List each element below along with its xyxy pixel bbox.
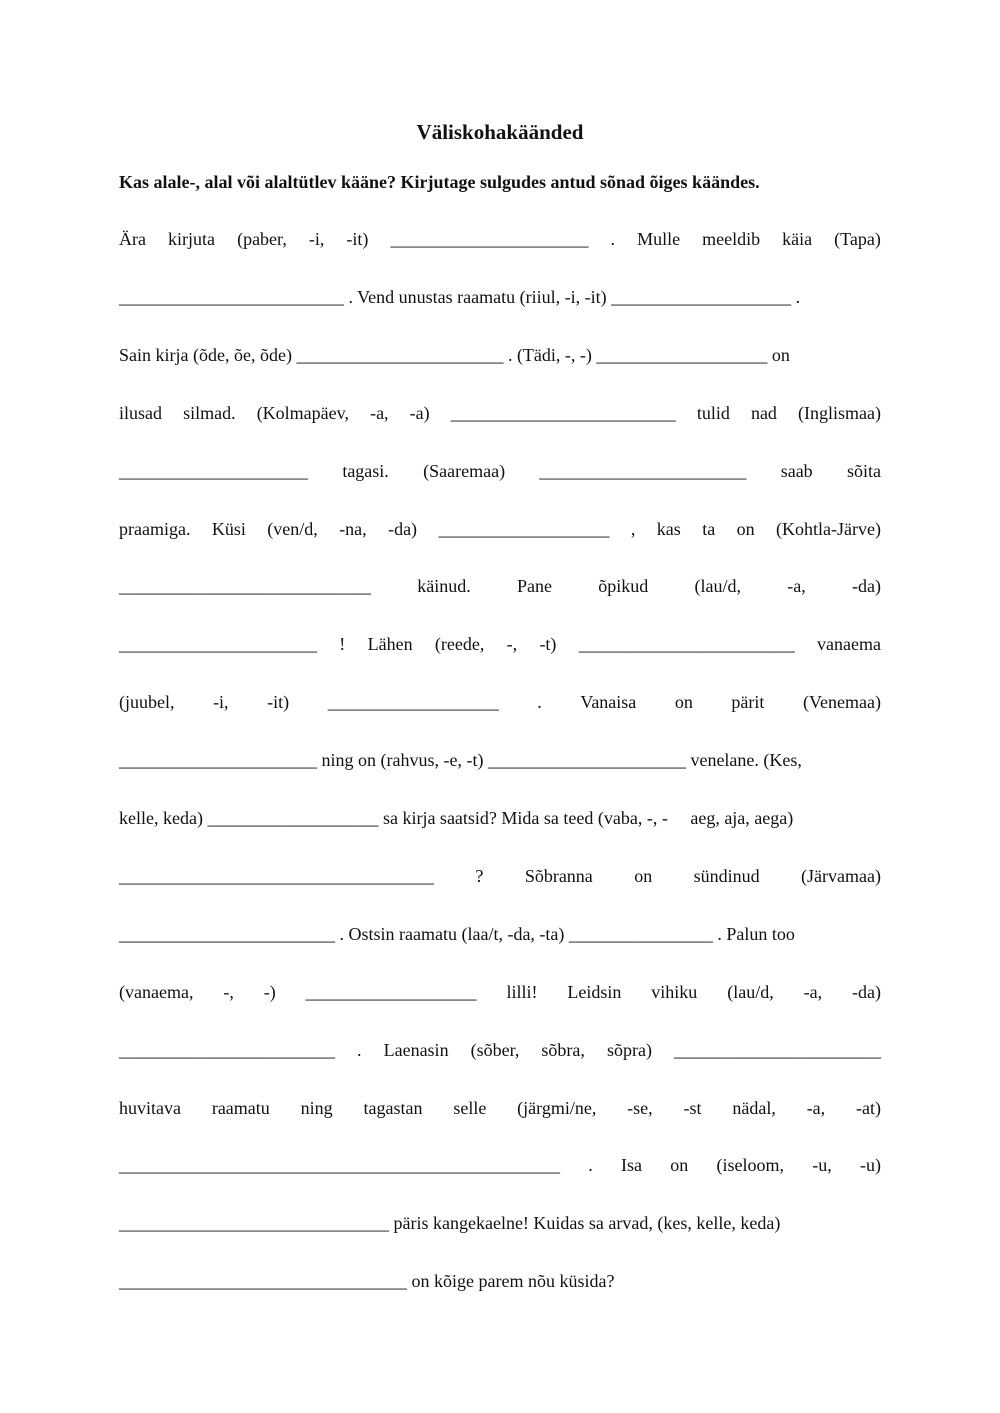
exercise-word: käia — [782, 229, 813, 249]
exercise-word: ? — [475, 865, 484, 886]
exercise-word: -a, — [803, 981, 823, 1002]
exercise-word: saab — [780, 460, 813, 481]
answer-blank[interactable]: ______________________ — [119, 634, 317, 655]
exercise-word: ________________________ . Ostsin raamatu (laa/t, -da, -ta) ________________ . Palun too — [119, 923, 795, 944]
exercise-word: (Kolmapäev, — [256, 402, 349, 423]
exercise-word: -) — [263, 981, 276, 1002]
exercise-word: -at) — [856, 1097, 881, 1118]
exercise-word: -i, — [308, 229, 325, 249]
exercise-line — [119, 1210, 881, 1236]
exercise-word: (Venemaa) — [802, 692, 881, 713]
exercise-line — [119, 689, 881, 715]
exercise-word: Küsi — [211, 518, 246, 539]
exercise-word: kelle, keda) ___________________ sa kirja saatsid? Mida sa teed (vaba, -, - aeg, aja, aega) — [119, 808, 794, 828]
exercise-word: Isa — [621, 1155, 642, 1176]
exercise-line — [119, 342, 881, 368]
exercise-word: sündinud — [693, 865, 760, 886]
exercise-word: -t) — [539, 634, 557, 655]
exercise-word: -a, — [787, 576, 806, 597]
exercise-word: (ven/d, — [267, 518, 318, 539]
exercise-word: -st — [683, 1097, 702, 1118]
exercise-word: (Inglismaa) — [798, 402, 881, 423]
exercise-word: tagastan — [363, 1097, 423, 1118]
exercise-word: -u) — [860, 1155, 881, 1176]
exercise-word: -da) — [852, 576, 881, 597]
instruction-text: Kas alale-, alal või alaltütlev kääne? Kirjutage sulgudes antud sõnad õiges käändes. — [119, 172, 760, 192]
answer-blank[interactable]: _______________________ — [674, 1039, 881, 1060]
exercise-word: praamiga. — [119, 518, 191, 539]
exercise-word: ilusad — [119, 402, 162, 423]
exercise-word: vihiku — [651, 981, 698, 1002]
exercise-line — [119, 805, 881, 831]
exercise-line — [119, 458, 881, 484]
exercise-word: ning — [300, 1097, 333, 1118]
exercise-word: , — [630, 518, 636, 539]
exercise-word: on — [634, 865, 653, 886]
exercise-word: (lau/d, — [694, 576, 742, 597]
exercise-word: (Saaremaa) — [423, 460, 506, 481]
exercise-line — [119, 516, 881, 542]
exercise-word: ______________________ ning on (rahvus, -e, -t) ______________________ venelane. (Kes, — [119, 750, 802, 771]
exercise-word: pärit — [731, 692, 765, 713]
exercise-word: nädal, — [732, 1097, 776, 1118]
exercise-word: on — [670, 1155, 689, 1176]
exercise-word: Pane — [517, 576, 552, 597]
exercise-word: _________________________ . Vend unustas raamatu (riiul, -i, -it) ____________________ . — [119, 286, 801, 307]
exercise-word: kirjuta — [168, 229, 216, 249]
exercise-line — [119, 1268, 881, 1294]
exercise-word: (paber, — [237, 229, 287, 249]
exercise-word: nad — [750, 402, 777, 423]
page-title: Väliskohakäänded — [416, 120, 584, 144]
exercise-word: ta — [702, 518, 716, 539]
exercise-word: sõita — [847, 460, 881, 481]
exercise-word: -u, — [812, 1155, 832, 1176]
exercise-word: on — [674, 692, 693, 713]
exercise-word: (lau/d, — [727, 981, 774, 1002]
exercise-word: ______________________________ päris kangekaelne! Kuidas sa arvad, (kes, kelle, keda) — [119, 1213, 781, 1234]
exercise-word: -a, — [370, 402, 389, 423]
answer-blank[interactable]: _______________________ — [539, 460, 747, 481]
exercise-word: Leidsin — [567, 981, 622, 1002]
exercise-word: (reede, — [434, 634, 485, 655]
answer-blank[interactable]: ___________________ — [327, 692, 499, 713]
exercise-word: Sain kirja (õde, õe, õde) _______________________ . (Tädi, -, -) ___________________ on — [119, 344, 790, 365]
exercise-line — [119, 979, 881, 1005]
answer-blank[interactable]: _________________________ — [450, 402, 676, 423]
answer-blank[interactable]: ___________________ — [438, 518, 610, 539]
exercise-word: silmad. — [183, 402, 236, 423]
exercise-word: (järgmi/ne, — [517, 1097, 597, 1118]
exercise-word: Ära — [119, 229, 146, 249]
exercise-word: -da) — [851, 981, 881, 1002]
exercise-line — [119, 573, 881, 599]
exercise-word: . — [357, 1039, 362, 1060]
exercise-word: sõpra) — [606, 1039, 652, 1060]
exercise-word: (vanaema, — [119, 981, 194, 1002]
answer-blank[interactable]: _____________________ — [119, 460, 308, 481]
exercise-word: Vanaisa — [580, 692, 637, 713]
exercise-word: (Tapa) — [834, 229, 881, 249]
exercise-word: -na, — [339, 518, 367, 539]
exercise-word: -i, — [213, 692, 229, 713]
exercise-word: sõbra, — [541, 1039, 585, 1060]
answer-blank[interactable]: ________________________ — [578, 634, 795, 655]
exercise-word: vanaema — [817, 634, 881, 655]
exercise-word: kas — [656, 518, 681, 539]
exercise-word: Lähen — [367, 634, 413, 655]
exercise-word: -, — [223, 981, 234, 1002]
exercise-word: -it) — [346, 229, 369, 249]
exercise-word: õpikud — [598, 576, 649, 597]
exercise-word: . — [537, 692, 542, 713]
exercise-word: ________________________________ on kõige parem nõu küsida? — [119, 1271, 615, 1292]
exercise-word: on — [736, 518, 755, 539]
exercise-line — [119, 1037, 881, 1063]
answer-blank[interactable]: ___________________________________ — [119, 865, 434, 886]
exercise-word: tagasi. — [342, 460, 389, 481]
exercise-line — [119, 1152, 881, 1178]
exercise-word: (Järvamaa) — [801, 865, 881, 886]
answer-blank[interactable]: ___________________ — [305, 981, 477, 1002]
exercise-word: ! — [339, 634, 346, 655]
exercise-line — [119, 400, 881, 426]
exercise-word: . — [588, 1155, 593, 1176]
exercise-word: -da) — [388, 518, 418, 539]
exercise-word: (sõber, — [470, 1039, 520, 1060]
exercise-word: Sõbranna — [524, 865, 593, 886]
exercise-line — [119, 863, 881, 889]
exercise-word: -se, — [627, 1097, 653, 1118]
exercise-word: -a, — [806, 1097, 826, 1118]
exercise-word: . — [610, 229, 616, 249]
exercise-word: huvitava — [119, 1097, 181, 1118]
exercise-line — [119, 747, 881, 773]
exercise-word: meeldib — [702, 229, 761, 249]
exercise-word: selle — [453, 1097, 487, 1118]
exercise-word: lilli! — [506, 981, 538, 1002]
answer-blank[interactable]: ____________________________ — [119, 576, 371, 597]
exercise-word: (Kohtla-Järve) — [776, 518, 881, 539]
answer-blank[interactable]: _________________________________________________ — [119, 1155, 560, 1176]
exercise-word: raamatu — [211, 1097, 270, 1118]
exercise-word: tulid — [696, 402, 730, 423]
exercise-line — [119, 921, 881, 947]
exercise-word: -, — [506, 634, 518, 655]
exercise-line — [119, 1095, 881, 1121]
exercise-word: -a) — [409, 402, 430, 423]
answer-blank[interactable]: ________________________ — [119, 1039, 335, 1060]
exercise-word: Laenasin — [383, 1039, 449, 1060]
exercise-word: -it) — [267, 692, 290, 713]
exercise-word: (juubel, — [119, 692, 175, 713]
exercise-word: (iseloom, — [716, 1155, 784, 1176]
exercise-word: Mulle — [637, 229, 681, 249]
exercise-word: käinud. — [417, 576, 471, 597]
exercise-line — [119, 226, 881, 252]
exercise-line — [119, 284, 881, 310]
exercise-line — [119, 631, 881, 657]
answer-blank[interactable]: ______________________ — [390, 229, 589, 249]
